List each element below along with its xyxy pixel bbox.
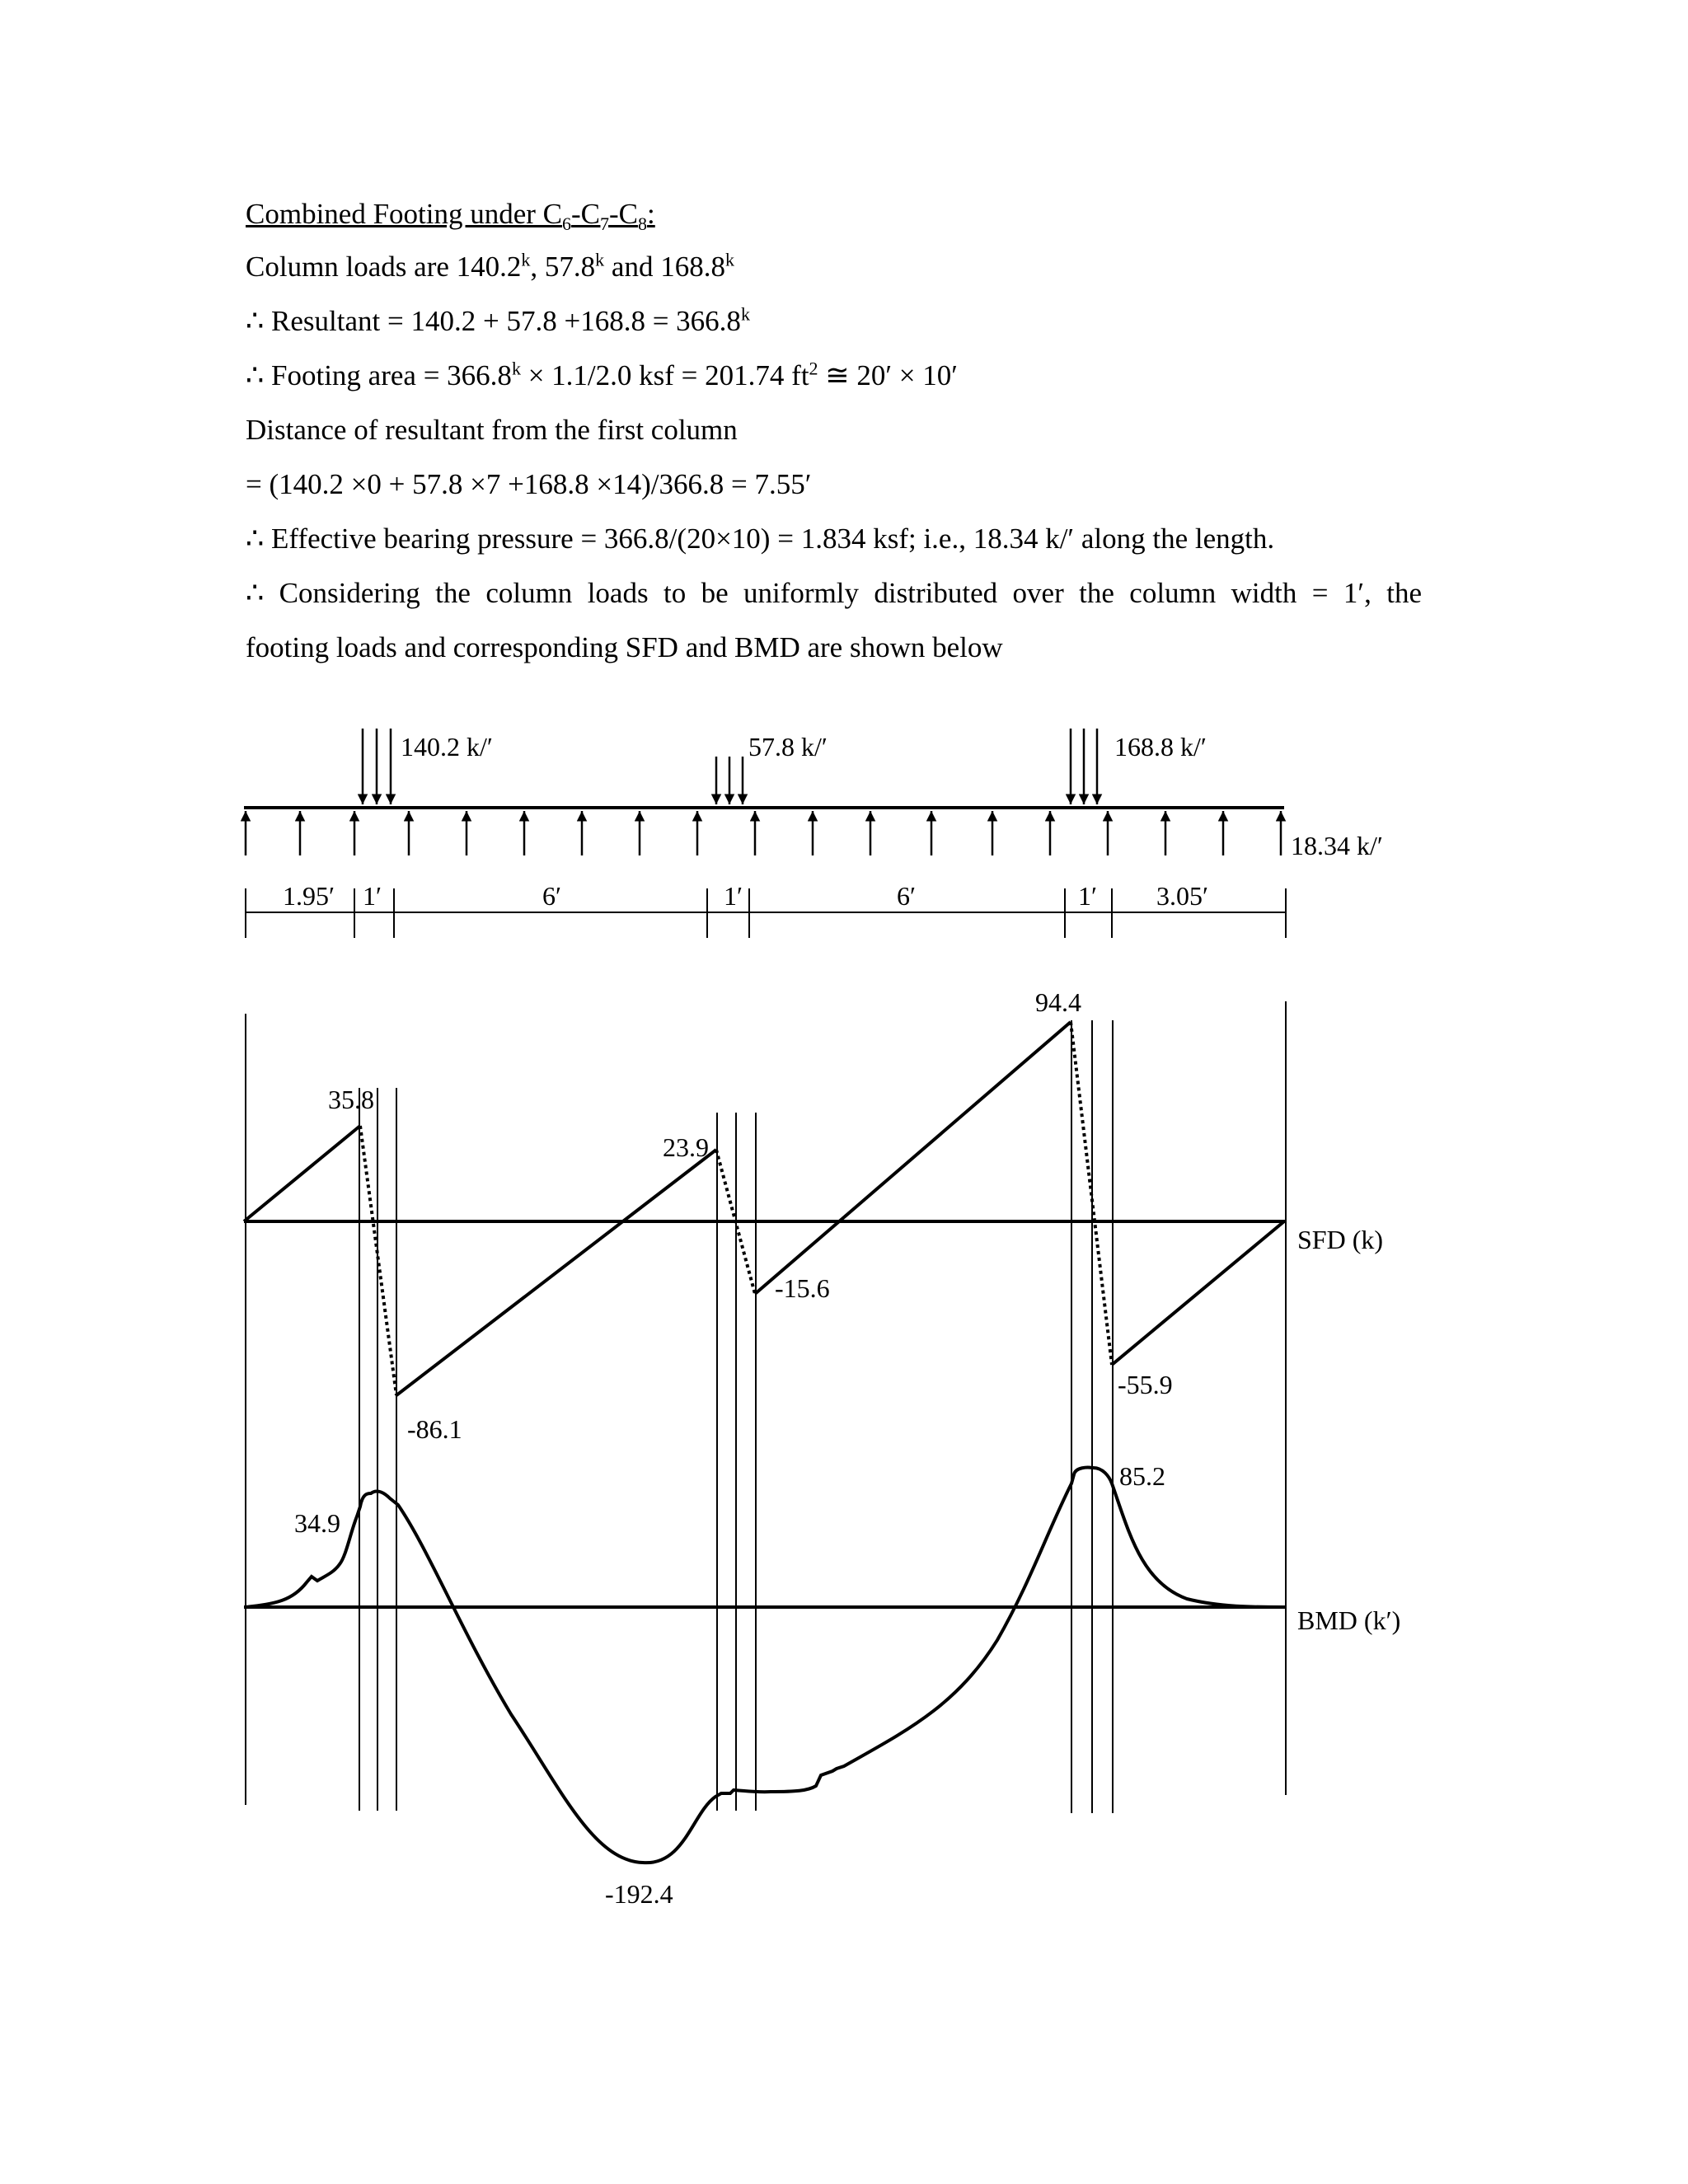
footing-area-line: ∴ Footing area = $366.8^k \times 1.1/2.0$ ksf = 201.74 $ft^2$ ≅ 20′ × 10′ xyxy=(246,358,958,391)
bmd-value-85-2: 85.2 xyxy=(1119,1461,1165,1491)
distance-line: Distance of resultant from the first column xyxy=(246,414,738,446)
section-lines xyxy=(246,1001,1286,1813)
soil-pressure-arrows xyxy=(246,811,1281,855)
dim-label-4: 1′ xyxy=(724,881,743,911)
bmd-value-neg-192-4: -192.4 xyxy=(605,1879,673,1909)
sfd-value-23-9: 23.9 xyxy=(663,1132,709,1162)
distance-equation: = (140.2 ×0 + 57.8 ×7 +168.8 ×14)/366.8 = 7.55′ xyxy=(246,468,812,500)
dim-label-6: 1′ xyxy=(1078,881,1097,911)
dim-label-7: 3.05′ xyxy=(1156,881,1208,911)
dim-label-1: 1.95′ xyxy=(283,881,335,911)
load-label-2: 57.8 k/′ xyxy=(748,732,828,762)
sfd-value-neg-55-9: -55.9 xyxy=(1118,1370,1173,1399)
load-label-1: 140.2 k/′ xyxy=(401,732,493,762)
column-load-arrows-1 xyxy=(363,729,391,804)
heading: Combined Footing under $C_6-C_7-C_8$: xyxy=(246,198,655,234)
resultant-line: ∴ Resultant = $140.2 + 57.8 +168.8 = 366.8^k$ xyxy=(246,303,750,337)
sfd-value-neg-15-6: -15.6 xyxy=(775,1273,830,1303)
sfd-curve xyxy=(244,1022,1284,1395)
sfd-value-35-8: 35.8 xyxy=(328,1085,374,1114)
column-loads-line: Column loads are 140.2$^k$, 57.8$^k$ and 168.8$^k$ xyxy=(246,249,734,283)
bmd-label: BMD (k′) xyxy=(1297,1605,1401,1635)
column-load-arrows-3 xyxy=(1071,729,1097,804)
dim-label-5: 6′ xyxy=(897,881,916,911)
sfd-value-neg-86-1: -86.1 xyxy=(407,1414,462,1444)
bmd-value-34-9: 34.9 xyxy=(294,1508,340,1538)
considering-line: ∴ Considering the column loads to be uniformly distributed over the column width = 1′, the xyxy=(246,577,1422,609)
column-load-arrows-2 xyxy=(716,757,743,804)
dim-label-3: 6′ xyxy=(542,881,561,911)
bearing-pressure-line: ∴ Effective bearing pressure = 366.8/(20×10) = 1.834 ksf; i.e., 18.34 k/′ along the length. xyxy=(246,523,1275,555)
dim-label-2: 1′ xyxy=(363,881,382,911)
pressure-label: 18.34 k/′ xyxy=(1291,831,1383,860)
footing-loads-line: footing loads and corresponding SFD and BMD are shown below xyxy=(246,631,1003,663)
sfd-label: SFD (k) xyxy=(1297,1225,1384,1254)
sfd-value-94-4: 94.4 xyxy=(1035,987,1081,1017)
bmd-curve xyxy=(246,1468,1284,1863)
load-label-3: 168.8 k/′ xyxy=(1114,732,1207,762)
dimension-line xyxy=(246,888,1286,938)
